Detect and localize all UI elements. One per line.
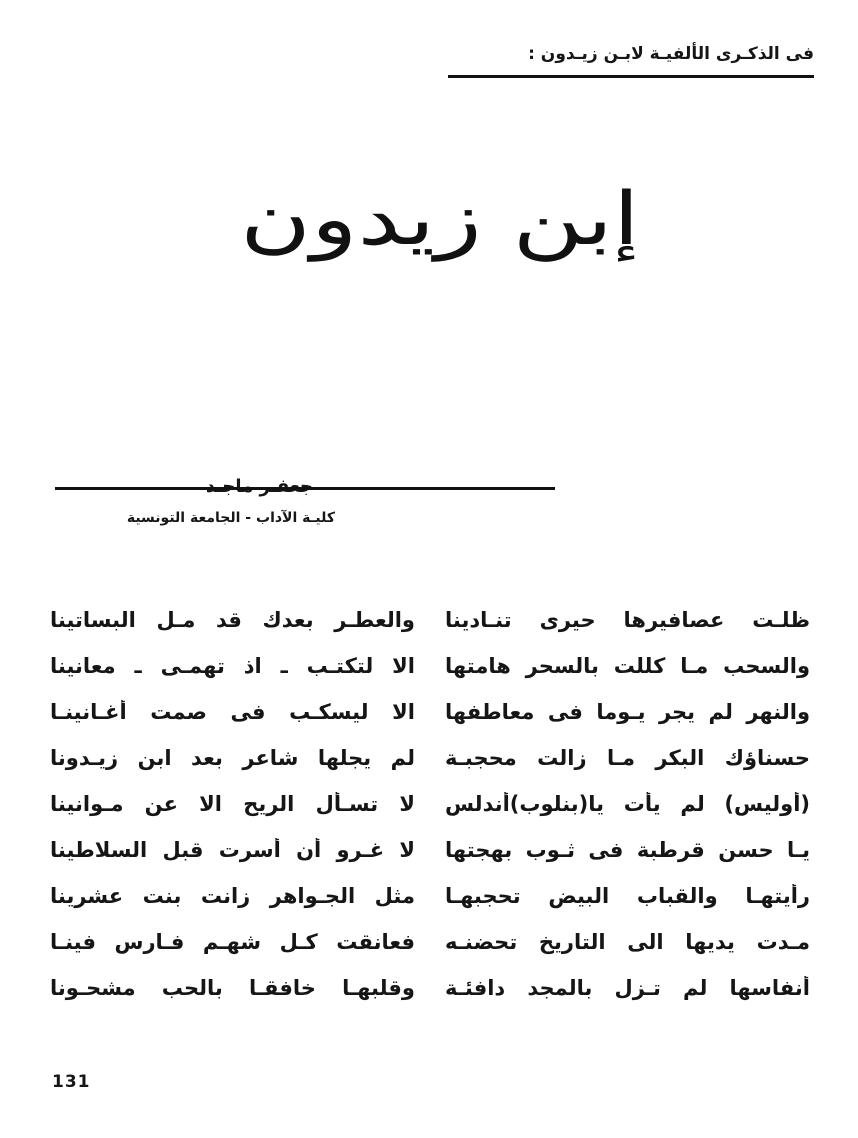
verse-row <box>50 976 810 1016</box>
first-hemistich: يـا حسن قرطبة فى ثـوب بهجتها <box>445 838 810 862</box>
page-number: 131 <box>52 1072 91 1092</box>
verse-row <box>50 700 810 740</box>
second-hemistich: لم يجلها شاعر بعد ابن زيـدونا <box>50 746 415 770</box>
second-hemistich: والعطـر بعدك قد مـل البساتينا <box>50 608 415 632</box>
verse-row <box>50 884 810 924</box>
running-header <box>434 44 814 86</box>
verse-row <box>50 838 810 878</box>
header-underline <box>448 75 814 78</box>
first-hemistich: مـدت يديها الى التاريخ تحضنـه <box>445 930 810 954</box>
series-title: فى الذكـرى الألفيـة لابـن زيـدون : <box>528 44 814 64</box>
verse-row <box>50 654 810 694</box>
first-hemistich: (أوليس) لم يأت يا(بنلوب)أندلس <box>445 792 810 816</box>
first-hemistich: والنهر لم يجر يـوما فى معاطفها <box>445 700 810 724</box>
second-hemistich: لا غـرو أن أسرت قبل السلاطينا <box>50 838 415 862</box>
second-hemistich: فعانقت كـل شهـم فـارس فينـا <box>50 930 415 954</box>
first-hemistich: رأيتهـا والقباب البيض تحجبهـا <box>445 884 810 908</box>
verse-row <box>50 930 810 970</box>
poem <box>50 608 810 1010</box>
second-hemistich: مثل الجـواهر زانت بنت عشرينا <box>50 884 415 908</box>
second-hemistich: الا لتكتـب ـ اذ تهمـى ـ معانينا <box>50 654 415 678</box>
first-hemistich: حسناؤك البكر مـا زالت محجبـة <box>445 746 810 770</box>
title-block <box>180 176 700 296</box>
verse-row <box>50 746 810 786</box>
first-hemistich: والسحب مـا كللت بالسحر هامتها <box>445 654 810 678</box>
second-hemistich: وقلبهـا خافقـا بالحب مشحـونا <box>50 976 415 1000</box>
second-hemistich: لا تسـأل الريح الا عن مـوانينا <box>50 792 415 816</box>
author-block <box>55 476 805 536</box>
author-affiliation: كليـة الآداب - الجامعة التونسية <box>126 510 335 526</box>
page-title: إبن زيدون <box>240 176 640 262</box>
first-hemistich: أنفاسها لم تـزل بالمجد دافئـة <box>445 976 810 1000</box>
second-hemistich: الا ليسكـب فى صمت أغـانينـا <box>50 700 415 724</box>
first-hemistich: ظلـت عصافيرها حيرى تنـادينا <box>445 608 810 632</box>
verse-row <box>50 792 810 832</box>
verse-row <box>50 608 810 648</box>
author-divider <box>55 487 555 490</box>
